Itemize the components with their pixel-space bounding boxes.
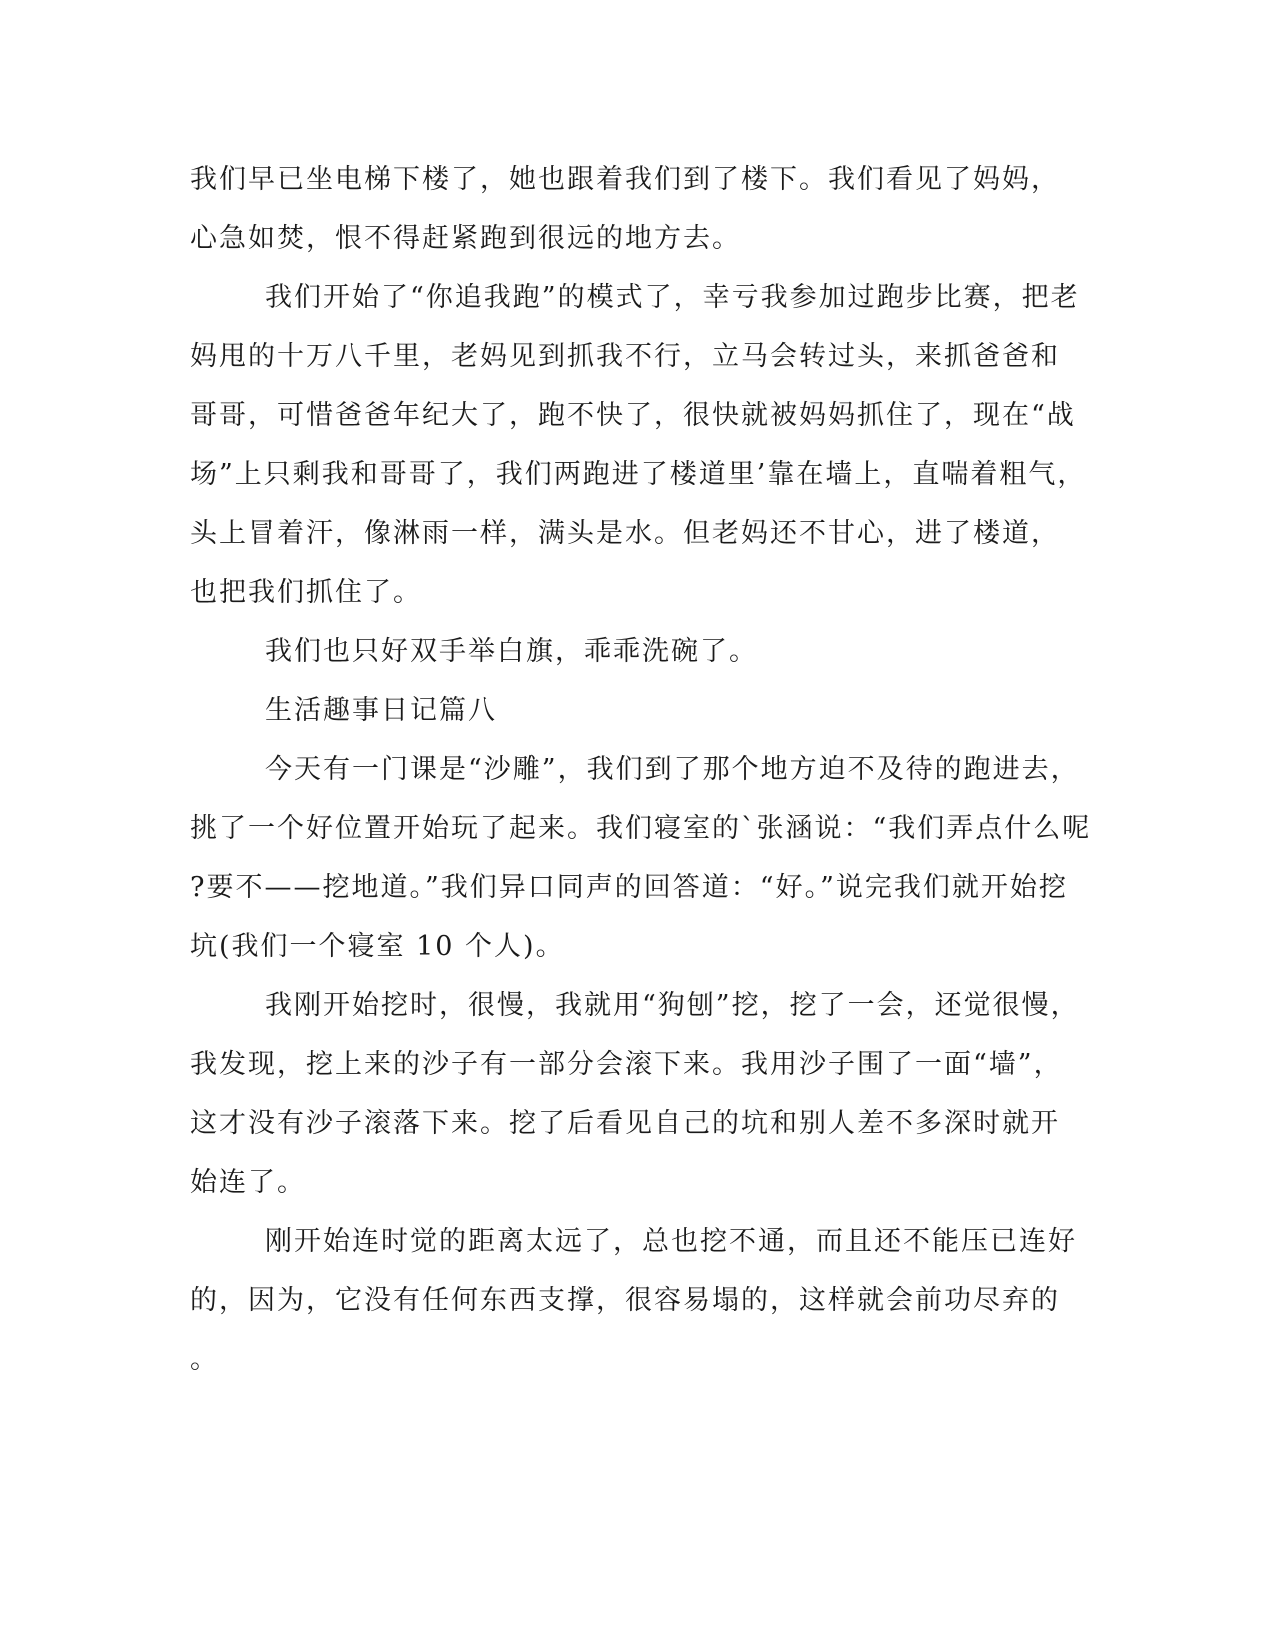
text-line: 哥哥，可惜爸爸年纪大了，跑不快了，很快就被妈妈抓住了，现在“战 — [190, 400, 1076, 431]
paragraph-start-line: 我们也只好双手举白旗，乖乖洗碗了。 — [265, 636, 758, 667]
text-line: 的，因为，它没有任何东西支撑，很容易塌的，这样就会前功尽弃的 — [190, 1285, 1060, 1316]
text-line: 妈甩的十万八千里，老妈见到抓我不行，立马会转过头，来抓爸爸和 — [190, 341, 1060, 372]
text-line: 。 — [190, 1344, 219, 1375]
paragraph-start-line: 我们开始了“你追我跑”的模式了，幸亏我参加过跑步比赛，把老 — [265, 282, 1080, 313]
text-line: 我们早已坐电梯下楼了，她也跟着我们到了楼下。我们看见了妈妈， — [190, 164, 1060, 195]
text-line: 挑了一个好位置开始玩了起来。我们寝室的`张涵说：“我们弄点什么呢 — [190, 813, 1092, 844]
text-line: 场”上只剩我和哥哥了，我们两跑进了楼道里’靠在墙上，直喘着粗气， — [190, 459, 1087, 490]
text-line: 始连了。 — [190, 1167, 306, 1198]
section-heading: 生活趣事日记篇八 — [265, 695, 497, 726]
text-line: ?要不——挖地道。”我们异口同声的回答道：“好。”说完我们就开始挖 — [190, 872, 1068, 903]
paragraph-start-line: 我刚开始挖时，很慢，我就用“狗刨”挖，挖了一会，还觉很慢， — [265, 990, 1080, 1021]
text-line: 头上冒着汗，像淋雨一样，满头是水。但老妈还不甘心，进了楼道， — [190, 518, 1060, 549]
text-line: 也把我们抓住了。 — [190, 577, 422, 608]
text-line: 我发现，挖上来的沙子有一部分会滚下来。我用沙子围了一面“墙”， — [190, 1049, 1063, 1080]
text-line: 坑(我们一个寝室 10 个人)。 — [190, 931, 565, 962]
text-line: 这才没有沙子滚落下来。挖了后看见自己的坑和别人差不多深时就开 — [190, 1108, 1060, 1139]
paragraph-start-line: 今天有一门课是“沙雕”，我们到了那个地方迫不及待的跑进去， — [265, 754, 1080, 785]
paragraph-start-line: 刚开始连时觉的距离太远了，总也挖不通，而且还不能压已连好 — [265, 1226, 1077, 1257]
text-line: 心急如焚，恨不得赶紧跑到很远的地方去。 — [190, 223, 741, 254]
